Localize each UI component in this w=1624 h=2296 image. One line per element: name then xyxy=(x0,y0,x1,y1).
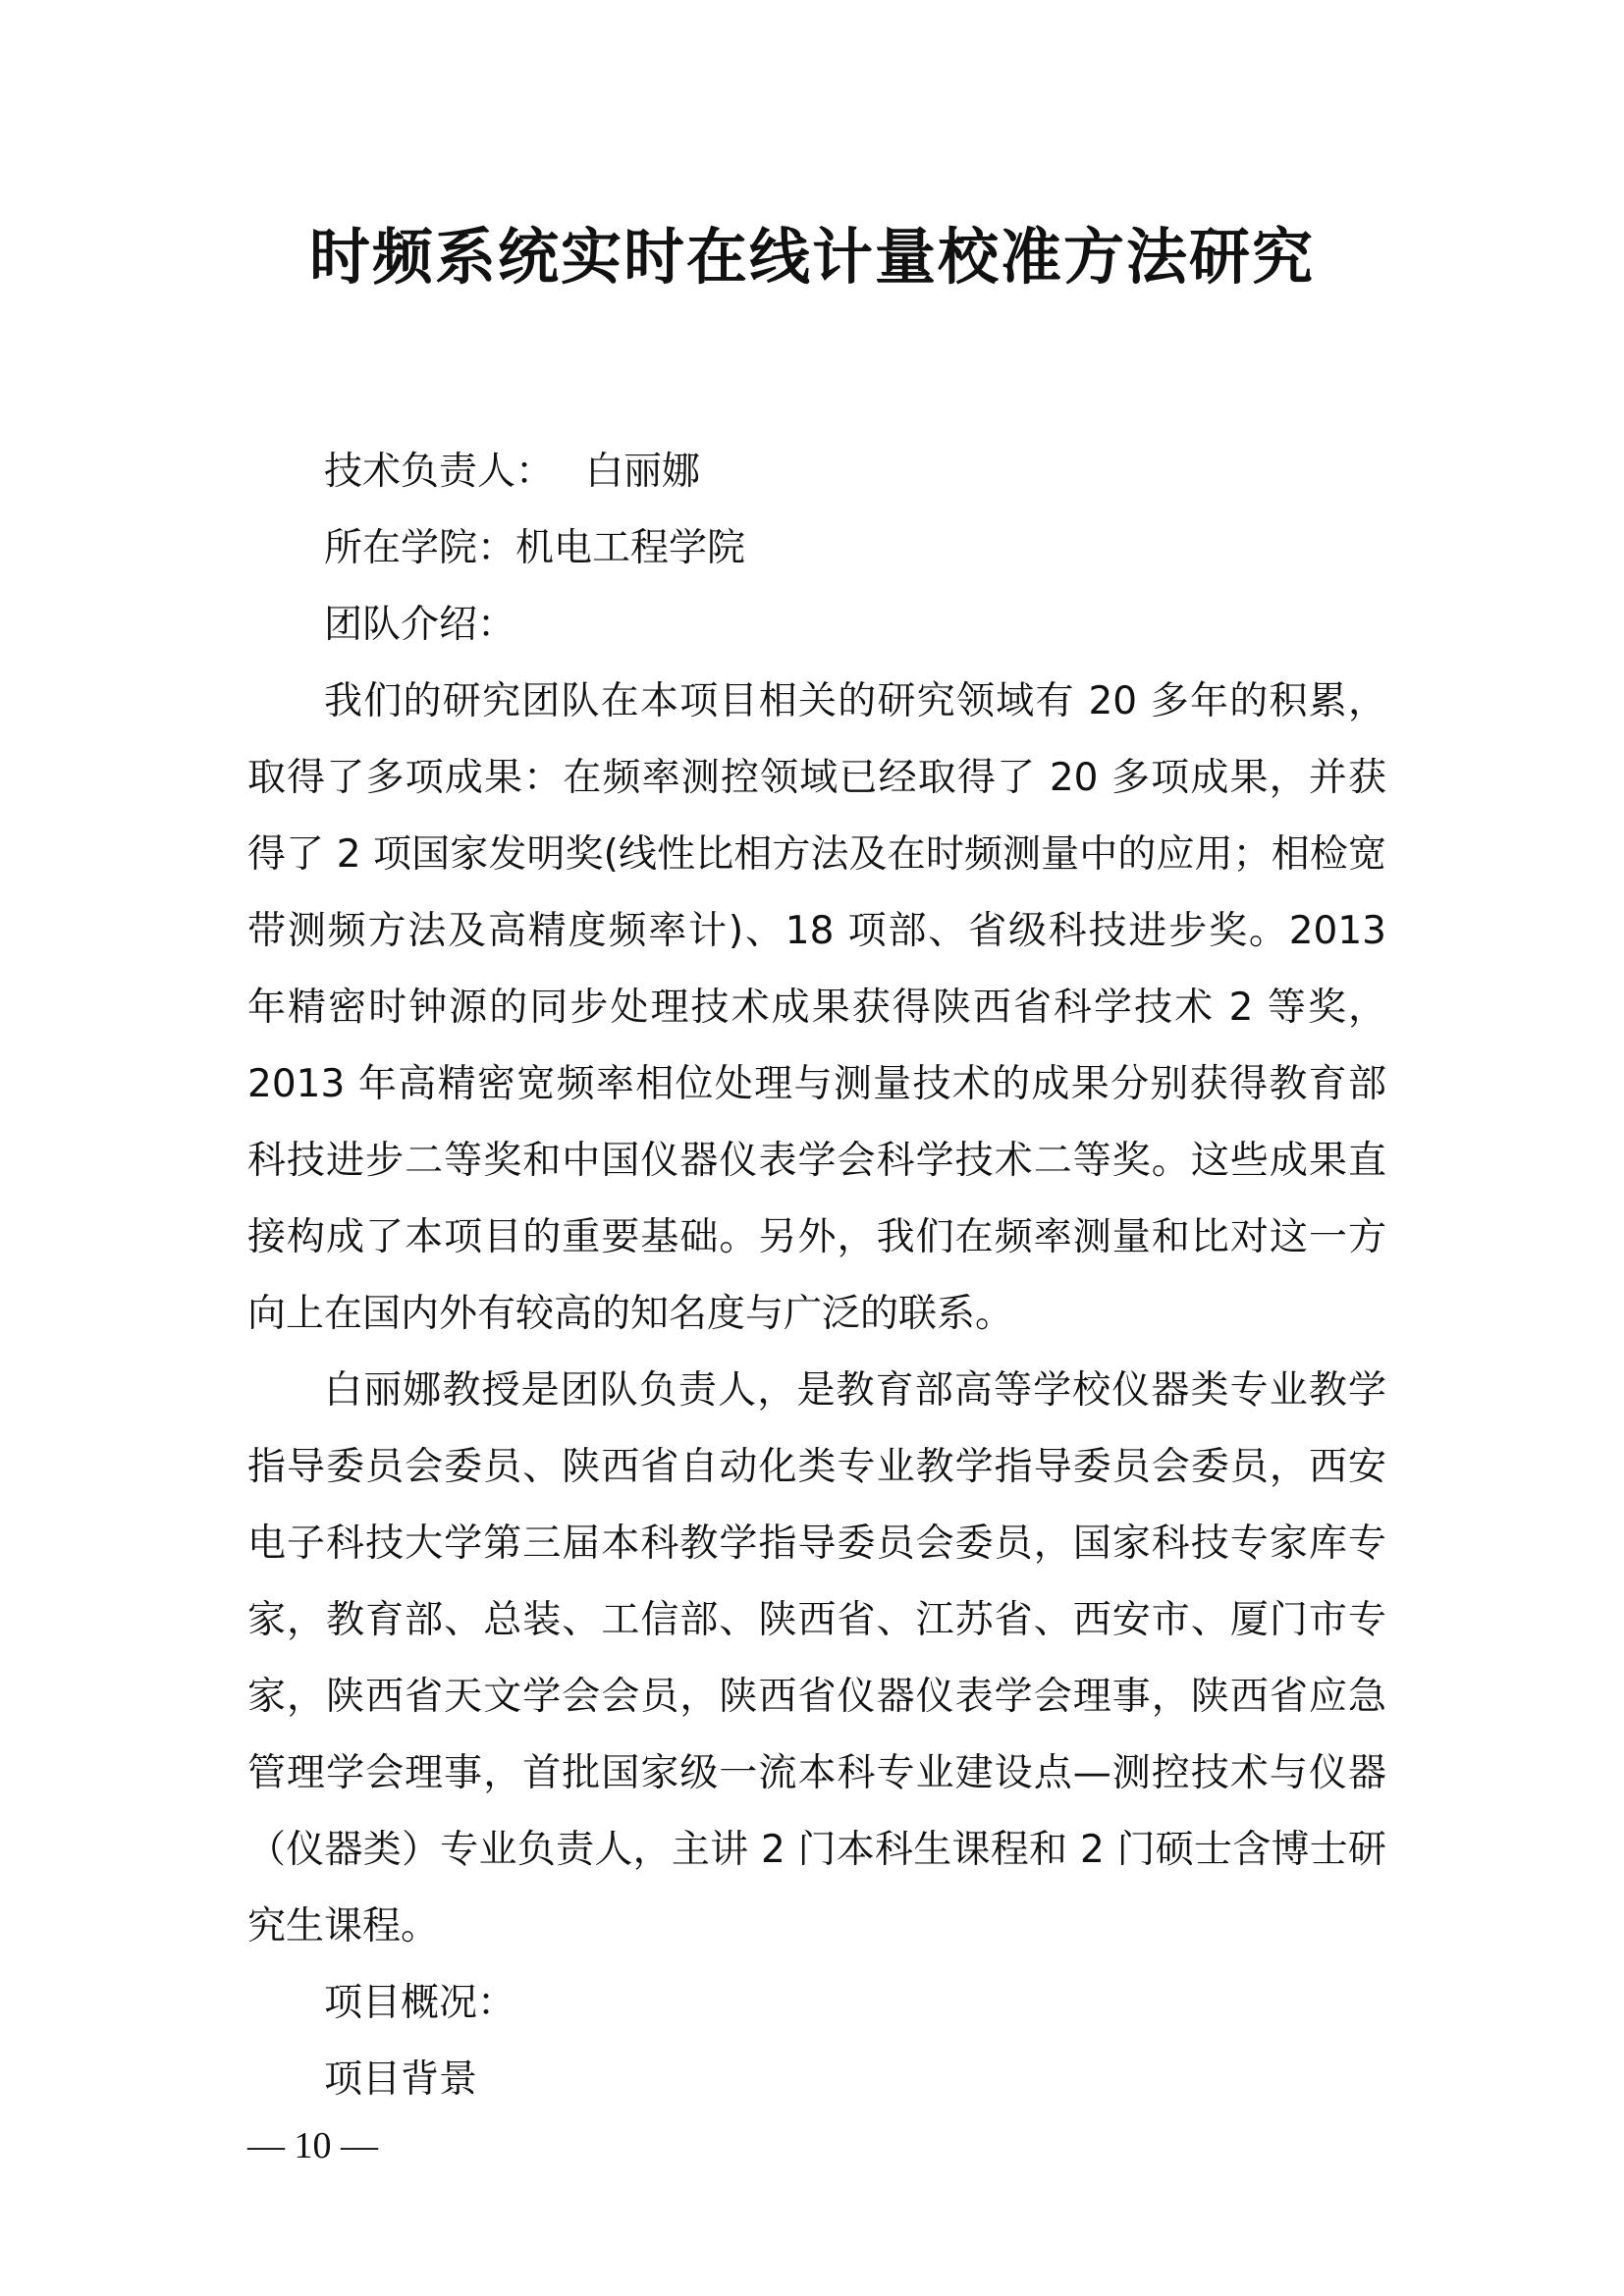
college-value: 机电工程学院 xyxy=(515,526,746,570)
college-label: 所在学院： xyxy=(324,526,516,570)
tech-lead-label: 技术负责人： xyxy=(324,450,555,494)
document-title: 时频系统实时在线计量校准方法研究 xyxy=(308,221,1315,293)
document-body xyxy=(247,434,1386,2118)
project-overview-label: 项目概况： xyxy=(324,1981,516,2025)
project-background-label: 项目背景 xyxy=(324,2057,478,2102)
college-line xyxy=(247,510,1386,587)
team-intro-label: 团队介绍： xyxy=(324,603,516,647)
team-leader-paragraph: 白丽娜教授是团队负责人，是教育部高等学校仪器类专业教学指导委员会委员、陕西省自动化类专业教学指导委员会委员，西安电子科技大学第三届本科教学指导委员会委员，国家科技专家库专家，教育部、总装、工信部、陕西省、江苏省、西安市、厦门市专家，陕西省天文学会会员，陕西省仪器仪表学会理事，陕西省应急管理学会理事，首批国家级一流本科专业建设点—测控技术与仪器（仪器类）专业负责人，主讲 2 门本科生课程和 2 门硕士含博士研究生课程。 xyxy=(247,1368,1386,1949)
tech-lead-value: 白丽娜 xyxy=(585,450,701,494)
tech-lead-line xyxy=(247,434,1386,510)
page-number: — 10 — xyxy=(247,2125,378,2166)
team-achievements-paragraph: 我们的研究团队在本项目相关的研究领域有 20 多年的积累，取得了多项成果：在频率测控领域已经取得了 20 多项成果，并获得了 2 项国家发明奖(线性比相方法及在时频测量中的应用；相检宽带测频方法及高精度频率计)、18 项部、省级科技进步奖。2013 年精密时钟源的同步处理技术成果获得陕西省科学技术 2 等奖，2013 年高精密宽频率相位处理与测量技术的成果分别获得教育部科技进步二等奖和中国仪器仪表学会科学技术二等奖。这些成果直接构成了本项目的重要基础。另外，我们在频率测量和比对这一方向上在国内外有较高的知名度与广泛的联系。 xyxy=(247,679,1386,1336)
